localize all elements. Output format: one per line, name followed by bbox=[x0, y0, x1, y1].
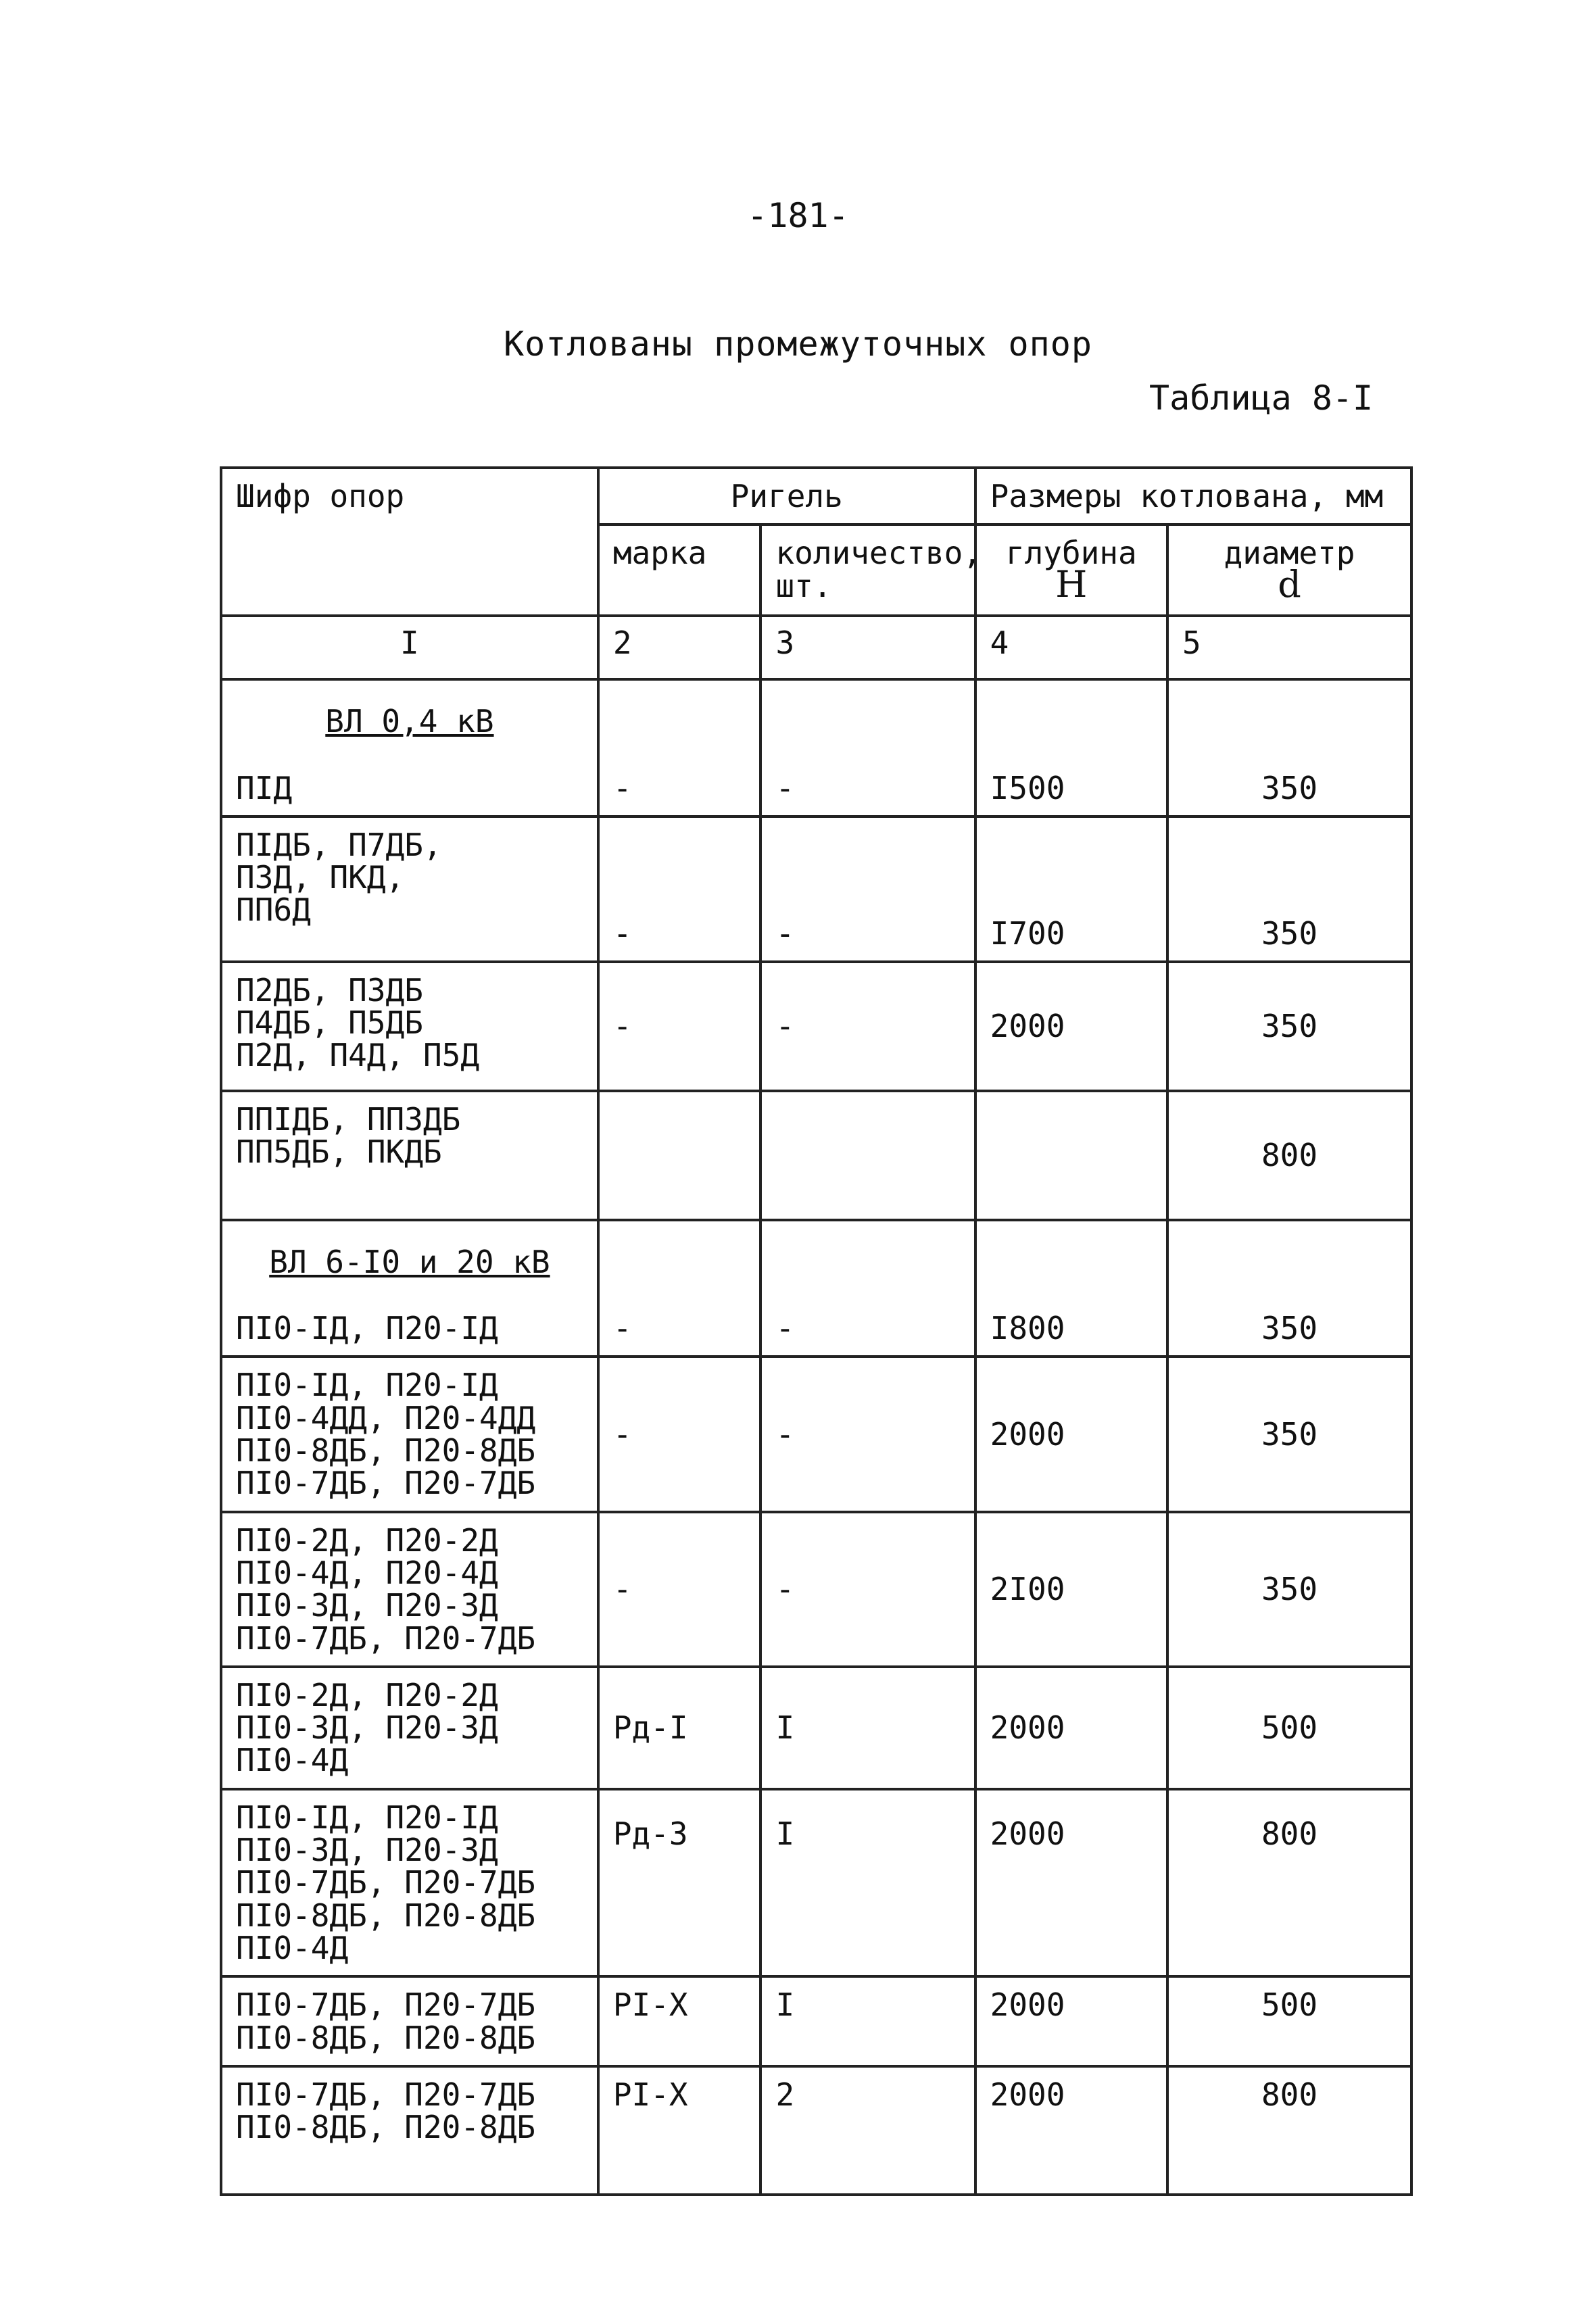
row-glubina: 2I00 bbox=[975, 1512, 1167, 1667]
table-row bbox=[221, 1789, 1411, 1976]
row-diametr: 350 bbox=[1167, 962, 1411, 1091]
row-kol: - bbox=[760, 962, 975, 1091]
row-kol bbox=[760, 1091, 975, 1220]
table-row bbox=[221, 1512, 1411, 1667]
row-kol: - bbox=[760, 679, 975, 817]
table-label: Таблица 8-I bbox=[1149, 379, 1374, 418]
column-number: 3 bbox=[760, 616, 975, 679]
table-row bbox=[221, 1976, 1411, 2066]
row-shifr: ПI0-IД, П20-IД ПI0-4ДД, П20-4ДД ПI0-8ДБ, П20-8ДБ ПI0-7ДБ, П20-7ДБ bbox=[221, 1357, 598, 1511]
column-number: 2 bbox=[598, 616, 761, 679]
row-diametr: 500 bbox=[1167, 1976, 1411, 2066]
column-number: 4 bbox=[975, 616, 1167, 679]
section-title: ВЛ 0,4 кВ bbox=[325, 703, 494, 740]
page-number: -181- bbox=[747, 196, 849, 235]
row-marka: Рд-3 bbox=[598, 1789, 761, 1976]
section-title: ВЛ 6-I0 и 20 кВ bbox=[269, 1243, 550, 1280]
header-glubina-label: глубина bbox=[1005, 535, 1137, 572]
column-number: I bbox=[221, 616, 598, 679]
row-marka: - bbox=[598, 962, 761, 1091]
header-razmery: Размеры котлована, мм bbox=[975, 468, 1411, 525]
row-diametr: 500 bbox=[1167, 1667, 1411, 1789]
excavation-table bbox=[220, 466, 1413, 2196]
row-glubina: 2000 bbox=[975, 1789, 1167, 1976]
row-glubina: 2000 bbox=[975, 2066, 1167, 2195]
header-glubina bbox=[975, 525, 1167, 616]
row-shifr: ПI0-7ДБ, П20-7ДБ ПI0-8ДБ, П20-8ДБ bbox=[221, 1976, 598, 2066]
column-number: 5 bbox=[1167, 616, 1411, 679]
row-marka bbox=[598, 1091, 761, 1220]
row-kol: - bbox=[760, 1220, 975, 1357]
row-marka: - bbox=[598, 679, 761, 817]
row-shifr-text: ПIД bbox=[236, 769, 293, 806]
table-row bbox=[221, 1667, 1411, 1789]
row-shifr bbox=[221, 1220, 598, 1357]
row-marka: - bbox=[598, 1357, 761, 1511]
table-row bbox=[221, 962, 1411, 1091]
row-glubina: 2000 bbox=[975, 1976, 1167, 2066]
column-numbers-row bbox=[221, 616, 1411, 679]
row-diametr: 800 bbox=[1167, 1091, 1411, 1220]
row-diametr: 350 bbox=[1167, 1512, 1411, 1667]
table-row bbox=[221, 1091, 1411, 1220]
row-glubina: I800 bbox=[975, 1220, 1167, 1357]
header-diametr-label: диаметр bbox=[1224, 535, 1355, 572]
header-diametr-symbol: d bbox=[1278, 562, 1301, 606]
table-row bbox=[221, 1220, 1411, 1357]
header-marka: марка bbox=[598, 525, 761, 616]
table-row bbox=[221, 1357, 1411, 1511]
row-diametr: 350 bbox=[1167, 1357, 1411, 1511]
row-shifr: П2ДБ, П3ДБ П4ДБ, П5ДБ П2Д, П4Д, П5Д bbox=[221, 962, 598, 1091]
table-row bbox=[221, 2066, 1411, 2195]
row-kol: I bbox=[760, 1976, 975, 2066]
row-kol: - bbox=[760, 817, 975, 962]
row-shifr: ПI0-IД, П20-IД ПI0-3Д, П20-3Д ПI0-7ДБ, П20-7ДБ ПI0-8ДБ, П20-8ДБ ПI0-4Д bbox=[221, 1789, 598, 1976]
header-shifr: Шифр опор bbox=[221, 468, 598, 616]
row-diametr: 350 bbox=[1167, 679, 1411, 817]
row-shifr: ППIДБ, ПП3ДБ ПП5ДБ, ПКДБ bbox=[221, 1091, 598, 1220]
header-kolichestvo: количество, шт. bbox=[760, 525, 975, 616]
header-glubina-symbol: H bbox=[1055, 562, 1088, 606]
row-shifr: ПI0-2Д, П20-2Д ПI0-3Д, П20-3Д ПI0-4Д bbox=[221, 1667, 598, 1789]
row-shifr: ПIДБ, П7ДБ, П3Д, ПКД, ПП6Д bbox=[221, 817, 598, 962]
row-glubina bbox=[975, 1091, 1167, 1220]
row-marka: РI-Х bbox=[598, 1976, 761, 2066]
row-diametr: 350 bbox=[1167, 817, 1411, 962]
row-shifr: ПI0-2Д, П20-2Д ПI0-4Д, П20-4Д ПI0-3Д, П20-3Д ПI0-7ДБ, П20-7ДБ bbox=[221, 1512, 598, 1667]
row-glubina: I500 bbox=[975, 679, 1167, 817]
row-kol: I bbox=[760, 1789, 975, 1976]
row-marka: РI-Х bbox=[598, 2066, 761, 2195]
row-kol: 2 bbox=[760, 2066, 975, 2195]
row-shifr bbox=[221, 679, 598, 817]
row-marka: - bbox=[598, 1512, 761, 1667]
row-glubina: 2000 bbox=[975, 1667, 1167, 1789]
row-diametr: 800 bbox=[1167, 1789, 1411, 1976]
row-diametr: 800 bbox=[1167, 2066, 1411, 2195]
row-glubina: 2000 bbox=[975, 962, 1167, 1091]
header-rigel: Ригель bbox=[598, 468, 975, 525]
row-kol: - bbox=[760, 1357, 975, 1511]
row-diametr: 350 bbox=[1167, 1220, 1411, 1357]
row-glubina: I700 bbox=[975, 817, 1167, 962]
page-title: Котлованы промежуточных опор bbox=[504, 324, 1092, 364]
header-diametr bbox=[1167, 525, 1411, 616]
row-glubina: 2000 bbox=[975, 1357, 1167, 1511]
row-shifr: ПI0-7ДБ, П20-7ДБ ПI0-8ДБ, П20-8ДБ bbox=[221, 2066, 598, 2195]
table-row bbox=[221, 679, 1411, 817]
row-kol: - bbox=[760, 1512, 975, 1667]
row-marka: - bbox=[598, 1220, 761, 1357]
row-marka: - bbox=[598, 817, 761, 962]
table-row bbox=[221, 817, 1411, 962]
row-marka: Рд-I bbox=[598, 1667, 761, 1789]
row-kol: I bbox=[760, 1667, 975, 1789]
row-shifr-text: ПI0-IД, П20-IД bbox=[236, 1310, 498, 1347]
